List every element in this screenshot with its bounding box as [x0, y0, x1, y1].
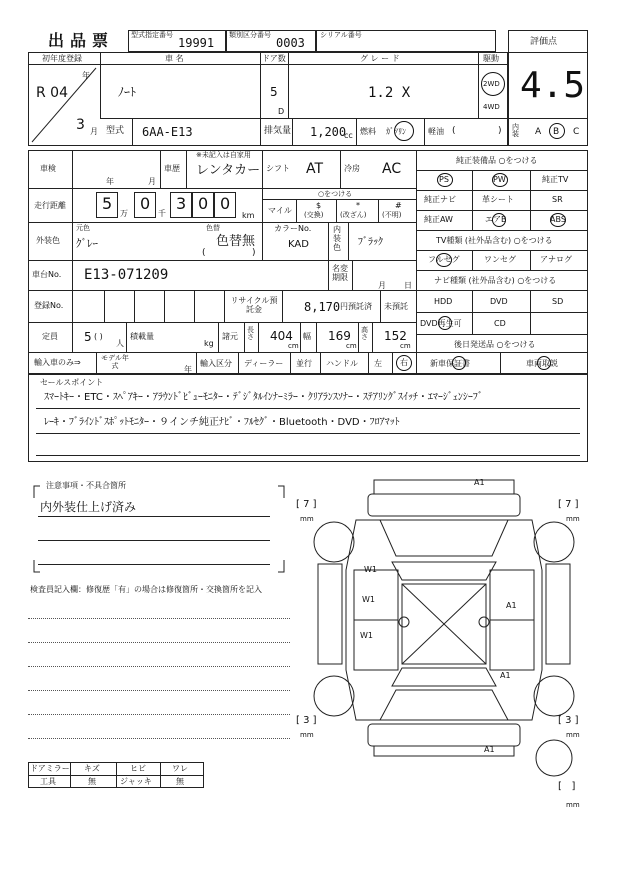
unpaid-label: 未預託: [384, 302, 408, 311]
opt-dvd-play: DVD再生可: [420, 319, 462, 328]
tire-fr: [ 7 ]: [558, 499, 579, 510]
sales-line-2: ﾚｰｷ・ﾌﾞﾗｲﾝﾄﾞｽﾎﾟｯﾄﾓﾆﾀｰ・９インチ純正ﾅﾋﾞ・ﾌﾙｾｸﾞ・Bluetooth・DVD・ﾌﾛｱﾏｯﾄ: [44, 417, 400, 428]
reg-label: 登録No.: [34, 301, 64, 310]
tire-spare-mm: mm: [566, 801, 580, 809]
capacity-paren: ( ): [94, 332, 103, 341]
tire-rl-mm: mm: [300, 731, 314, 739]
car-name: ﾉｰﾄ: [118, 85, 137, 99]
import-type-label: 輸入区分: [200, 359, 232, 368]
opt-cd: CD: [494, 319, 506, 328]
color-no: KAD: [288, 239, 309, 250]
opt-tv: 純正TV: [542, 175, 569, 184]
model-value: 6AA-E13: [142, 125, 193, 139]
shift-value: AT: [306, 161, 324, 177]
damage-a1-side: A1: [506, 601, 517, 610]
drive-label: 駆動: [483, 54, 499, 63]
tv-type-label: TV種類 (社外品含む) ○をつける: [436, 236, 553, 245]
tools-scratch: キズ: [84, 764, 100, 773]
notes-bracket: [28, 480, 290, 580]
opt-airbag: エアB: [485, 215, 507, 224]
doors-value: 5: [270, 85, 278, 99]
fuel-open: (: [452, 126, 456, 136]
opt-oneseg: ワンセグ: [484, 255, 516, 264]
tools-none-1: 無: [88, 777, 96, 786]
opt-abs: ABS: [550, 215, 566, 224]
damage-w1-a: W1: [364, 565, 377, 574]
tools-mirror: ドアミラー: [30, 764, 70, 773]
tire-rr: [ 3 ]: [558, 715, 579, 726]
load-kg: kg: [204, 339, 214, 348]
interior-label: 内装: [512, 123, 519, 138]
recycle-label: リサイクル預託金: [230, 296, 278, 315]
fuel-diesel: 軽油: [428, 127, 444, 136]
damage-a1-rear: A1: [500, 671, 511, 680]
opt-dvd: DVD: [490, 297, 508, 306]
tire-rr-mm: mm: [566, 731, 580, 739]
rating-value: 4.5: [520, 65, 586, 106]
tire-fl-mm: mm: [300, 515, 314, 523]
recycle-value: 8,170: [304, 300, 341, 314]
tire-fr-mm: mm: [566, 515, 580, 523]
shift-label: シフト: [266, 164, 290, 173]
tools-tool: 工具: [40, 777, 56, 786]
width-cm: cm: [346, 342, 357, 350]
damage-w1-c: W1: [360, 631, 373, 640]
opt-ps: PS: [439, 175, 449, 184]
history-value: レンタカー: [196, 163, 261, 178]
notes-text: 内外装仕上げ済み: [40, 500, 137, 514]
inspector-label: 検査員記入欄：修復歴「有」の場合は修復箇所・交換箇所を記入: [30, 585, 262, 594]
serial-label: シリアル番号: [320, 31, 362, 39]
dealer-option: ディーラー: [244, 359, 284, 368]
recycle-unit: 円預託済: [340, 302, 372, 311]
length-cm: cm: [288, 342, 299, 350]
width-value: 169: [328, 329, 351, 343]
fuel-label: 燃料: [360, 127, 376, 136]
length-label: 長さ: [247, 326, 254, 341]
repaint-value: 色替無: [216, 234, 256, 249]
mileage-label: 走行距離: [34, 201, 66, 210]
ac-value: AC: [382, 161, 402, 177]
drive-4wd: 4WD: [483, 103, 500, 111]
sales-label: セールスポイント: [40, 378, 104, 387]
opt-sr: SR: [552, 195, 563, 204]
history-label: 車歴: [164, 164, 180, 173]
damage-a1-top: A1: [474, 478, 485, 487]
fuel-close: ): [498, 126, 502, 136]
length-value: 404: [270, 329, 293, 343]
opt-analog: アナログ: [540, 255, 572, 264]
mileage-mark-note: ○をつける: [318, 190, 353, 198]
form-title: 出品票: [48, 31, 115, 50]
tire-spare: [ ]: [558, 781, 576, 792]
mileage-d5: 0: [220, 194, 231, 213]
year-unit: 年: [82, 71, 90, 80]
color-change-label: 色替: [206, 224, 220, 232]
mileage-d1: 5: [102, 194, 113, 213]
damage-a1-bottom: A1: [484, 745, 495, 754]
mileage-d4: 0: [198, 194, 209, 213]
opt-manual: 車両取説: [526, 359, 558, 368]
sales-line-1: ｽﾏｰﾄｷｰ・ETC・ｽﾍﾟｱｷｰ・ｱﾗｳﾝﾄﾞﾋﾞｭｰﾓﾆﾀｰ・ﾃﾞｼﾞﾀﾙｲﾝﾅｰﾐﾗｰ・ｸﾘｱﾗﾝｽｿﾅｰ・ｽﾃｱﾘﾝｸﾞｽｲｯﾁ・ｴﾏｰｼﾞｪﾝｼｰﾌﾞ: [44, 392, 483, 403]
disp-label: 排気量: [264, 126, 292, 136]
opt-warranty: 新車保証書: [430, 359, 470, 368]
tools-break: ワレ: [172, 764, 188, 773]
unknown-symbol: #: [395, 201, 402, 210]
ac-label: 冷房: [344, 164, 360, 173]
class-label: 類別区分番号: [229, 31, 271, 39]
person-unit: 人: [116, 339, 124, 348]
paren-close: ): [252, 248, 256, 258]
model-year-label: モデル年式: [101, 354, 129, 370]
handle-right: 右: [400, 358, 408, 367]
swap-label: (交換): [304, 211, 324, 219]
interior-color-label: 内装色: [333, 225, 341, 252]
load-label: 積載量: [130, 332, 154, 341]
tools-none-2: 無: [176, 777, 184, 786]
mile-label: マイル: [268, 206, 292, 215]
car-diagram: [296, 470, 592, 770]
drive-2wd: 2WD: [483, 80, 500, 88]
name-label: 車 名: [165, 54, 184, 63]
interior-b: B: [553, 127, 560, 137]
opt-sd: SD: [552, 297, 564, 306]
designation-no: 19991: [178, 36, 215, 50]
opt-navi: 純正ナビ: [424, 195, 456, 204]
opt-hdd: HDD: [434, 297, 453, 306]
mileage-u1: 万: [120, 209, 128, 218]
color-no-label: カラーNo.: [274, 224, 312, 233]
capacity-label: 定員: [42, 332, 58, 341]
class-no: 0003: [276, 36, 305, 50]
width-label: 幅: [303, 332, 311, 341]
opt-aw: 純正AW: [424, 215, 453, 224]
color-label: 外装色: [36, 236, 60, 245]
tools-crack: ヒビ: [130, 764, 146, 773]
grade-label: グ レ ー ド: [360, 54, 400, 63]
damage-w1-b: W1: [362, 595, 375, 604]
opt-fullseg: フルセグ: [428, 255, 460, 264]
swap-symbol: $: [316, 201, 322, 210]
inspection-year-unit: 年: [106, 177, 114, 186]
interior-color: ﾌﾞﾗｯｸ: [358, 237, 383, 248]
handle-left: 左: [374, 359, 382, 368]
month-unit: 月: [90, 127, 98, 136]
dims-label: 諸元: [222, 332, 238, 341]
history-note: ※未記入は自家用: [196, 151, 251, 159]
mileage-d2: 0: [140, 194, 151, 213]
handle-label: ハンドル: [326, 359, 358, 368]
model-year-unit: 年: [184, 365, 192, 374]
capacity-value: 5: [84, 330, 92, 344]
disp-unit: cc: [344, 131, 353, 140]
grade-value: 1.2 X: [368, 85, 411, 101]
tamper-symbol: *: [356, 201, 360, 210]
tire-fl: [ 7 ]: [296, 499, 317, 510]
height-cm: cm: [400, 342, 411, 350]
inspection-label: 車検: [40, 164, 56, 173]
first-reg-year: R 04: [36, 85, 68, 101]
transfer-label: 名変期限: [332, 264, 348, 282]
fuel-gas: ｶﾞｿﾘﾝ: [386, 127, 406, 136]
first-reg-month: 3: [76, 117, 85, 133]
inspection-month-unit: 月: [148, 177, 156, 186]
import-label: 輸入車のみ⇒: [34, 358, 81, 367]
first-reg-label: 初年度登録: [42, 54, 82, 63]
orig-color-label: 元色: [76, 224, 90, 232]
model-label: 型式: [106, 126, 125, 136]
tools-jack: ジャッキ: [120, 777, 152, 786]
interior-c: C: [573, 127, 580, 137]
navi-type-label: ナビ種類 (社外品含む) ○をつける: [434, 276, 557, 285]
unknown-label: (不明): [382, 211, 402, 219]
designation-label: 型式指定番号: [131, 31, 173, 39]
transfer-day-unit: 日: [404, 281, 412, 290]
tire-rl: [ 3 ]: [296, 715, 317, 726]
doors-label: ドア数: [262, 54, 286, 63]
mileage-u2: 千: [158, 209, 166, 218]
paren-open: (: [202, 248, 206, 258]
door-suffix: D: [278, 107, 285, 116]
parallel-option: 並行: [296, 359, 312, 368]
disp-value: 1,200: [310, 125, 347, 139]
later-label: 後日発送品 ○をつける: [454, 340, 536, 349]
interior-a: A: [535, 127, 542, 137]
opt-leather: 革シート: [482, 195, 514, 204]
tamper-label: (改ざん): [340, 211, 367, 219]
mileage-d3: 3: [176, 194, 187, 213]
std-equip-label: 純正装備品 ○をつける: [456, 156, 538, 165]
chassis-value: E13-071209: [84, 267, 169, 283]
mileage-km: km: [242, 211, 255, 220]
height-label: 高さ: [361, 326, 368, 341]
notes-label: 注意事項・不具合箇所: [46, 481, 126, 490]
height-value: 152: [384, 329, 407, 343]
orig-color: ｸﾞﾚｰ: [76, 237, 98, 250]
chassis-label: 車台No.: [32, 270, 62, 279]
rating-label: 評価点: [530, 37, 558, 47]
opt-pw: PW: [493, 175, 506, 184]
transfer-month-unit: 月: [378, 281, 386, 290]
spare-tire: [534, 738, 574, 778]
